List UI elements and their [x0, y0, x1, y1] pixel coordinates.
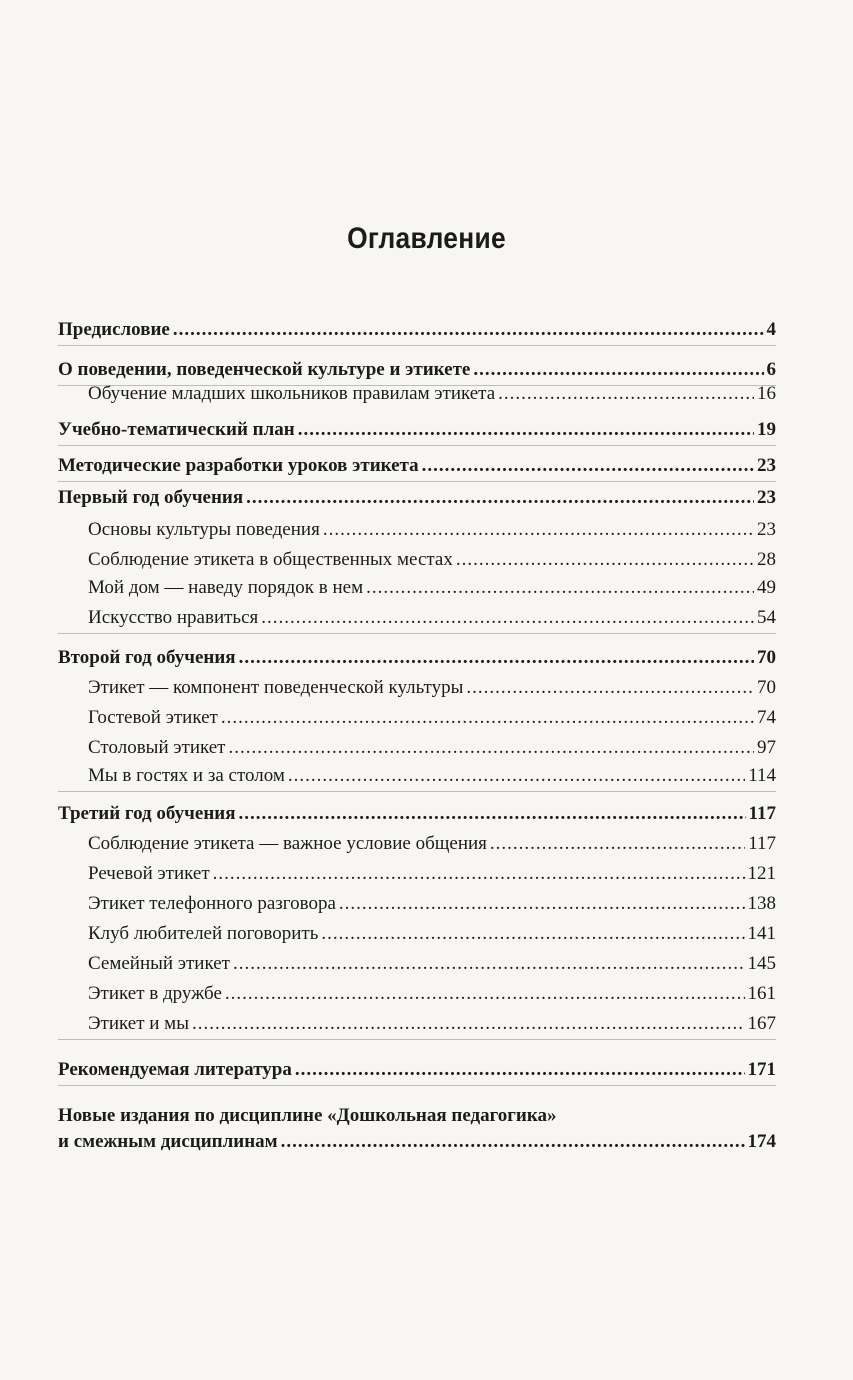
toc-entry-page: 74	[757, 707, 776, 728]
toc-entry-last	[58, 1130, 776, 1154]
toc-entry-label: Обучение младших школьников правилам этикета	[88, 383, 496, 404]
toc-entry-page: 167	[747, 1013, 776, 1034]
leader-dots	[281, 1130, 745, 1154]
separator-line	[58, 633, 776, 634]
toc-entry-label: и смежным дисциплинам	[58, 1131, 278, 1152]
leader-dots	[228, 736, 754, 760]
toc-entry	[88, 706, 776, 730]
toc-entry	[88, 518, 776, 542]
toc-entry-page: 138	[747, 893, 776, 914]
toc-entry	[88, 892, 776, 916]
leader-dots	[490, 832, 745, 856]
toc-entry	[58, 454, 776, 478]
leader-dots	[239, 802, 746, 826]
toc-entry-label: Семейный этикет	[88, 953, 230, 974]
leader-dots	[225, 982, 745, 1006]
leader-dots	[321, 922, 744, 946]
leader-dots	[498, 382, 754, 406]
leader-dots	[422, 454, 754, 478]
toc-entry	[58, 646, 776, 670]
toc-entry-label: Мой дом — наведу порядок в нем	[88, 577, 364, 598]
toc-entry	[88, 832, 776, 856]
toc-entry-label: Соблюдение этикета — важное условие общения	[88, 833, 487, 854]
toc-entry-label: Учебно-тематический план	[58, 419, 295, 440]
toc-entry	[58, 318, 776, 342]
separator-line	[58, 1039, 776, 1040]
toc-entry	[58, 486, 776, 510]
toc-entry-label: Клуб любителей поговорить	[88, 923, 319, 944]
toc-entry-label: Предисловие	[58, 319, 170, 340]
toc-entry-page: 6	[766, 359, 776, 380]
leader-dots	[288, 764, 745, 788]
leader-dots	[246, 486, 754, 510]
leader-dots	[456, 548, 754, 572]
toc-entry-label: Искусство нравиться	[88, 607, 259, 628]
toc-entry-last-line1: Новые издания по дисциплине «Дошкольная педагогика»	[58, 1105, 557, 1126]
toc-entry-label: Столовый этикет	[88, 737, 226, 758]
leader-dots	[295, 1058, 745, 1082]
toc-entry	[88, 736, 776, 760]
leader-dots	[298, 418, 754, 442]
toc-entry-page: 23	[757, 519, 776, 540]
toc-entry-page: 19	[757, 419, 776, 440]
toc-entry-page: 114	[748, 765, 776, 786]
toc-entry-page: 161	[747, 983, 776, 1004]
toc-entry-page: 171	[747, 1059, 776, 1080]
toc-entry	[88, 676, 776, 700]
toc-entry-page: 70	[757, 647, 776, 668]
toc-entry-page: 145	[747, 953, 776, 974]
leader-dots	[466, 676, 754, 700]
separator-line	[58, 791, 776, 792]
separator-line	[58, 1085, 776, 1086]
toc-entry-label: Первый год обучения	[58, 487, 244, 508]
toc-entry-label: Мы в гостях и за столом	[88, 765, 285, 786]
toc-entry-page: 4	[766, 319, 776, 340]
leader-dots	[221, 706, 754, 730]
toc-entry-page: 70	[757, 677, 776, 698]
toc-entry-label: Речевой этикет	[88, 863, 210, 884]
toc-entry-page: 117	[748, 833, 776, 854]
toc-entry-label: Основы культуры поведения	[88, 519, 320, 540]
separator-line	[58, 345, 776, 346]
toc-entry-label: Рекомендуемая литература	[58, 1059, 292, 1080]
separator-line	[58, 481, 776, 482]
toc-entry	[88, 982, 776, 1006]
toc-entry	[58, 418, 776, 442]
toc-entry	[88, 862, 776, 886]
leader-dots	[192, 1012, 745, 1036]
toc-entry-label: Третий год обучения	[58, 803, 236, 824]
toc-entry	[88, 1012, 776, 1036]
toc-entry-page: 97	[757, 737, 776, 758]
toc-entry-page: 16	[757, 383, 776, 404]
separator-line	[58, 445, 776, 446]
leader-dots	[213, 862, 745, 886]
toc-entry	[58, 1058, 776, 1082]
toc-entry-label: Гостевой этикет	[88, 707, 218, 728]
toc-entry-page: 23	[757, 487, 776, 508]
toc-entry-page: 54	[757, 607, 776, 628]
toc-entry-page: 23	[757, 455, 776, 476]
leader-dots	[239, 646, 754, 670]
leader-dots	[366, 576, 754, 600]
leader-dots	[323, 518, 754, 542]
leader-dots	[173, 318, 764, 342]
toc-entry-page: 174	[747, 1131, 776, 1152]
toc-entry-page: 141	[747, 923, 776, 944]
toc-entry	[88, 382, 776, 406]
toc-entry-label: Этикет — компонент поведенческой культуры	[88, 677, 464, 698]
toc-entry	[88, 606, 776, 630]
toc-entry-label: Соблюдение этикета в общественных местах	[88, 549, 453, 570]
page-title: Оглавление	[347, 222, 506, 255]
toc-entry	[88, 922, 776, 946]
toc-entry-page: 28	[757, 549, 776, 570]
toc-entry-page: 117	[748, 803, 776, 824]
toc-entry	[88, 764, 776, 788]
leader-dots	[261, 606, 754, 630]
leader-dots	[473, 358, 763, 382]
toc-entry-label: Методические разработки уроков этикета	[58, 455, 419, 476]
toc-entry	[88, 548, 776, 572]
toc-entry	[88, 576, 776, 600]
toc-entry-label: Этикет и мы	[88, 1013, 189, 1034]
toc-entry-page: 49	[757, 577, 776, 598]
toc-entry-label: Второй год обучения	[58, 647, 236, 668]
toc-entry-label: О поведении, поведенческой культуре и этикете	[58, 359, 471, 380]
leader-dots	[233, 952, 745, 976]
toc-entry-label: Этикет в дружбе	[88, 983, 222, 1004]
toc-entry	[58, 358, 776, 382]
toc-entry	[88, 952, 776, 976]
leader-dots	[339, 892, 745, 916]
toc-entry-page: 121	[747, 863, 776, 884]
toc-entry	[58, 802, 776, 826]
toc-entry-label: Этикет телефонного разговора	[88, 893, 336, 914]
